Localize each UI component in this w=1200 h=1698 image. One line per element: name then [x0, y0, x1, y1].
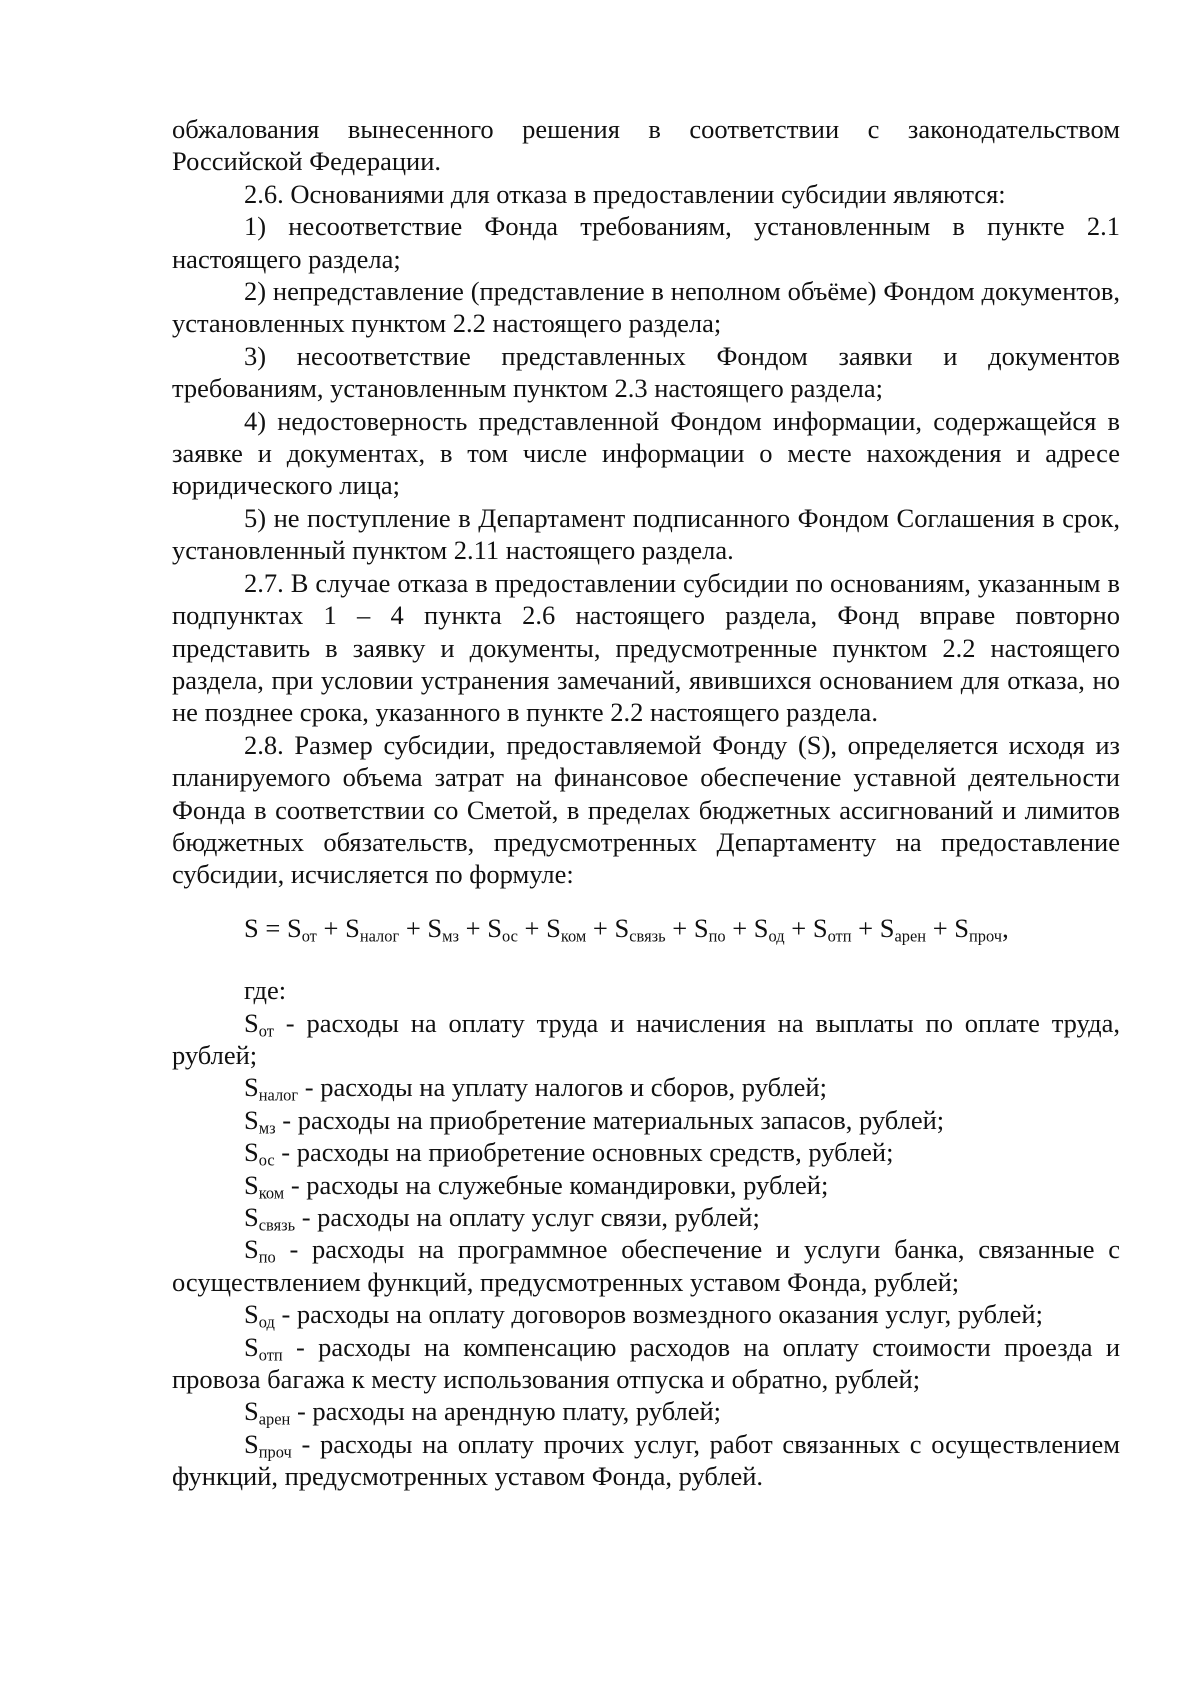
paragraph-continuation: обжалования вынесенного решения в соответствии с законодательством Российской Федерации. [172, 114, 1120, 177]
definition-item: $S_{арен}$ - расходы на арендную плату, рублей; [244, 1396, 722, 1430]
definition-item: $S_{проч}$ - расходы на оплату прочих услуг, работ связанных с осуществлением функций, предусмотренных уставом Фонда, рублей. [172, 1428, 1120, 1492]
formula-term: $S_{по}$ [693, 912, 726, 946]
formula-term: $S_{от}$ [286, 912, 317, 946]
subsidy-formula: $S = S_{от} + S_{налог} + S_{мз} + S_{ос} + S_{ком} + S_{связь} + S_{по} + S_{од} + S_{отп} + S_{арен} + S_{проч}$, [244, 912, 1009, 946]
document-body [172, 113, 1120, 1493]
definition-item: $S_{по}$ - расходы на программное обеспечение и услуги банка, связанные с осуществлением функций, предусмотренных уставом Фонда, рублей; [172, 1234, 1120, 1297]
list-item-1: 1) несоответствие Фонда требованиям, установленным в пункте 2.1 настоящего раздела; [172, 211, 1120, 274]
paragraph-2-7: 2.7. В случае отказа в предоставлении субсидии по основаниям, указанным в подпунктах 1 – 4 пункта 2.6 настоящего раздела, Фонд вправе повторно представить в заявку и документы, предусмотренные пунктом 2.2 настоящего раздела, при условии устранения замечаний, явившихся основанием для отказа, но не позднее срока, указанного в пункте 2.2 настоящего раздела. [172, 567, 1120, 728]
formula-term: $S_{проч}$ [954, 912, 1003, 946]
definition-item: $S_{налог}$ - расходы на уплату налогов и сборов, рублей; [244, 1072, 827, 1105]
definition-item: $S_{связь}$ - расходы на оплату услуг связи, рублей; [244, 1202, 760, 1235]
paragraph-2-6: 2.6. Основаниями для отказа в предоставлении субсидии являются: [244, 178, 1006, 209]
definition-item: $S_{отп}$ - расходы на компенсацию расходов на оплату стоимости проезда и провоза багажа к месту использования отпуска и обратно, рублей; [172, 1331, 1120, 1395]
definition-item: $S_{ос}$ - расходы на приобретение основных средств, рублей; [244, 1137, 894, 1170]
list-item-2: 2) непредставление (представление в неполном объёме) Фондом документов, установленных пунктом 2.2 настоящего раздела; [172, 276, 1120, 339]
formula-term: $S_{отп}$ [812, 912, 852, 946]
formula-term: $S_{мз}$ [427, 912, 460, 946]
definition-item: $S_{от}$ - расходы на оплату труда и начисления на выплаты по оплате труда, рублей; [172, 1007, 1120, 1070]
list-item-3: 3) несоответствие представленных Фондом заявки и документов требованиям, установленным пунктом 2.3 настоящего раздела; [172, 340, 1120, 404]
where-label: где: [244, 975, 287, 1006]
formula-lhs: S = [244, 912, 287, 943]
list-item-4: 4) недостоверность представленной Фондом информации, содержащейся в заявке и документах, в том числе информации о месте нахождения и адресе юридического лица; [172, 405, 1120, 501]
formula-term: $S_{связь}$ [614, 912, 666, 946]
definition-item: $S_{ком}$ - расходы на служебные командировки, рублей; [244, 1169, 829, 1203]
list-item-5: 5) не поступление в Департамент подписанного Фондом Соглашения в срок, установленный пунктом 2.11 настоящего раздела. [172, 502, 1120, 566]
formula-term: $S_{ос}$ [487, 912, 518, 946]
definition-item: $S_{од}$ - расходы на оплату договоров возмездного оказания услуг, рублей; [244, 1299, 1043, 1332]
formula-term: $S_{налог}$ [345, 912, 400, 946]
paragraph-2-8: 2.8. Размер субсидии, предоставляемой Фонду (S), определяется исходя из планируемого объема затрат на финансовое обеспечение уставной деятельности Фонда в соответствии со Сметой, в пределах бюджетных ассигнований и лимитов бюджетных обязательств, предусмотренных Департаменту на предоставление субсидии, исчисляется по формуле: [172, 729, 1120, 890]
formula-term: $S_{од}$ [753, 912, 785, 946]
formula-term: $S_{ком}$ [546, 912, 587, 946]
formula-term: $S_{арен}$ [879, 912, 927, 946]
definition-item: $S_{мз}$ - расходы на приобретение материальных запасов, рублей; [244, 1104, 945, 1138]
